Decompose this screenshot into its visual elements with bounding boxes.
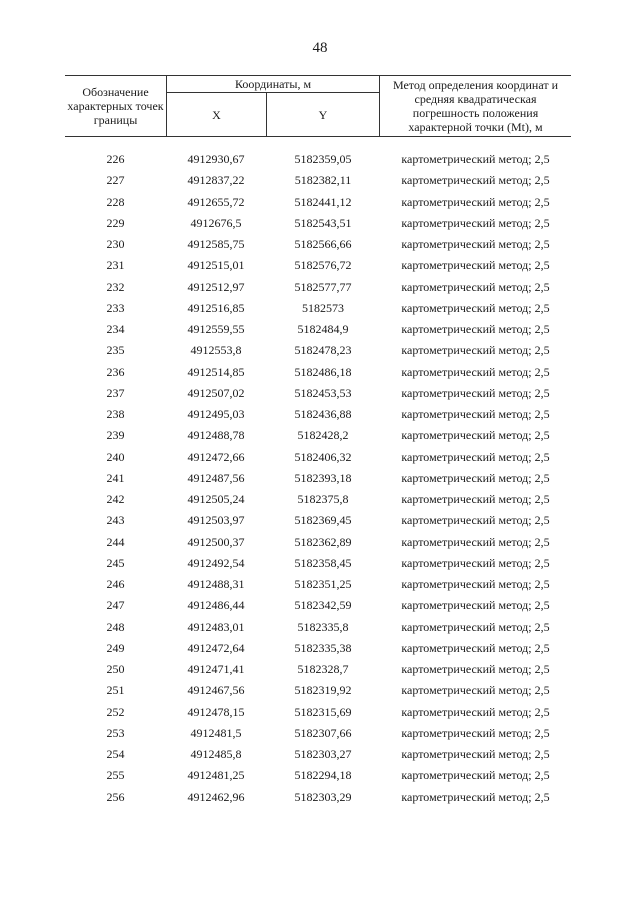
point-number: 237 bbox=[106, 385, 125, 400]
method-value: картометрический метод; 2,5 bbox=[401, 725, 550, 740]
table-row bbox=[65, 319, 571, 340]
method-value: картометрический метод; 2,5 bbox=[401, 640, 550, 655]
y-coordinate: 5182436,88 bbox=[294, 407, 352, 421]
method-value: картометрический метод; 2,5 bbox=[401, 258, 550, 273]
x-coordinate: 4912487,56 bbox=[187, 470, 245, 485]
method-value: картометрический метод; 2,5 bbox=[401, 577, 550, 591]
table-row bbox=[65, 680, 571, 701]
y-coordinate: 5182303,29 bbox=[294, 789, 352, 804]
y-coordinate: 5182478,23 bbox=[294, 343, 352, 358]
y-coordinate: 5182543,51 bbox=[294, 215, 352, 230]
table-row bbox=[65, 170, 571, 191]
x-coordinate: 4912488,31 bbox=[187, 577, 245, 591]
x-coordinate: 4912472,66 bbox=[187, 449, 245, 464]
x-coordinate: 4912655,72 bbox=[187, 194, 245, 209]
x-coordinate: 4912485,8 bbox=[190, 747, 242, 761]
table-row bbox=[65, 553, 571, 574]
y-coordinate: 5182441,12 bbox=[294, 194, 352, 209]
point-number: 248 bbox=[106, 619, 125, 634]
x-coordinate: 4912467,56 bbox=[187, 683, 245, 698]
x-coordinate: 4912486,44 bbox=[187, 598, 245, 613]
method-value: картометрический метод; 2,5 bbox=[401, 619, 550, 634]
method-value: картометрический метод; 2,5 bbox=[401, 385, 550, 400]
table-header bbox=[65, 75, 571, 137]
point-number: 243 bbox=[106, 513, 125, 528]
table-row bbox=[65, 659, 571, 680]
x-coordinate: 4912488,78 bbox=[187, 428, 245, 443]
method-value: картометрический метод; 2,5 bbox=[401, 343, 550, 358]
point-number: 254 bbox=[106, 747, 125, 761]
table-row bbox=[65, 383, 571, 404]
y-coordinate: 5182335,38 bbox=[294, 640, 352, 655]
y-coordinate: 5182303,27 bbox=[294, 747, 352, 761]
method-value: картометрический метод; 2,5 bbox=[401, 237, 550, 251]
x-coordinate: 4912676,5 bbox=[190, 215, 242, 230]
point-number: 247 bbox=[106, 598, 125, 613]
method-value: картометрический метод; 2,5 bbox=[401, 789, 550, 804]
table-row bbox=[65, 765, 571, 786]
point-number: 251 bbox=[106, 683, 125, 698]
table-row bbox=[65, 192, 571, 213]
method-value: картометрический метод; 2,5 bbox=[401, 428, 550, 443]
x-coordinate: 4912481,25 bbox=[187, 768, 245, 783]
table-row bbox=[65, 213, 571, 234]
method-value: картометрический метод; 2,5 bbox=[401, 194, 550, 209]
point-number: 233 bbox=[106, 300, 125, 315]
method-value: картометрический метод; 2,5 bbox=[401, 449, 550, 464]
table-row bbox=[65, 362, 571, 383]
table-row bbox=[65, 255, 571, 276]
header-x: X bbox=[166, 93, 266, 136]
y-coordinate: 5182576,72 bbox=[294, 258, 352, 273]
method-value: картометрический метод; 2,5 bbox=[401, 300, 550, 315]
table-row bbox=[65, 404, 571, 425]
y-coordinate: 5182362,89 bbox=[294, 534, 352, 549]
table-row bbox=[65, 489, 571, 510]
point-number: 226 bbox=[106, 152, 125, 166]
y-coordinate: 5182359,05 bbox=[294, 152, 352, 166]
y-coordinate: 5182573 bbox=[302, 300, 344, 315]
point-number: 228 bbox=[106, 194, 125, 209]
y-coordinate: 5182382,11 bbox=[294, 173, 352, 188]
point-number: 230 bbox=[106, 237, 125, 251]
y-coordinate: 5182428,2 bbox=[297, 428, 349, 443]
point-number: 239 bbox=[106, 428, 125, 443]
method-value: картометрический метод; 2,5 bbox=[401, 173, 550, 188]
header-y: Y bbox=[266, 93, 380, 136]
x-coordinate: 4912930,67 bbox=[187, 152, 245, 166]
x-coordinate: 4912471,41 bbox=[187, 662, 245, 676]
table-row bbox=[65, 510, 571, 531]
point-number: 231 bbox=[106, 258, 125, 273]
x-coordinate: 4912559,55 bbox=[187, 322, 245, 336]
x-coordinate: 4912492,54 bbox=[187, 555, 245, 570]
point-number: 240 bbox=[106, 449, 125, 464]
point-number: 246 bbox=[106, 577, 125, 591]
header-designation: Обозначение характерных точек границы bbox=[67, 85, 164, 127]
method-value: картометрический метод; 2,5 bbox=[401, 534, 550, 549]
x-coordinate: 4912514,85 bbox=[187, 364, 245, 379]
x-coordinate: 4912505,24 bbox=[187, 492, 245, 506]
point-number: 252 bbox=[106, 704, 125, 719]
method-value: картометрический метод; 2,5 bbox=[401, 598, 550, 613]
point-number: 232 bbox=[106, 279, 125, 294]
method-value: картометрический метод; 2,5 bbox=[401, 662, 550, 676]
point-number: 236 bbox=[106, 364, 125, 379]
point-number: 256 bbox=[106, 789, 125, 804]
header-coordinates: Координаты, м bbox=[166, 76, 380, 93]
point-number: 253 bbox=[106, 725, 125, 740]
y-coordinate: 5182566,66 bbox=[294, 237, 352, 251]
method-value: картометрический метод; 2,5 bbox=[401, 322, 550, 336]
page-number: 48 bbox=[312, 40, 328, 56]
table-row bbox=[65, 595, 571, 616]
method-value: картометрический метод; 2,5 bbox=[401, 470, 550, 485]
method-value: картометрический метод; 2,5 bbox=[401, 364, 550, 379]
x-coordinate: 4912553,8 bbox=[190, 343, 242, 358]
y-coordinate: 5182351,25 bbox=[294, 577, 352, 591]
point-number: 245 bbox=[106, 555, 125, 570]
x-coordinate: 4912585,75 bbox=[187, 237, 245, 251]
table-row bbox=[65, 702, 571, 723]
point-number: 234 bbox=[106, 322, 125, 336]
method-value: картометрический метод; 2,5 bbox=[401, 279, 550, 294]
table-row bbox=[65, 277, 571, 298]
point-number: 244 bbox=[106, 534, 125, 549]
table-row bbox=[65, 298, 571, 319]
table-row bbox=[65, 532, 571, 553]
x-coordinate: 4912507,02 bbox=[187, 385, 245, 400]
y-coordinate: 5182294,18 bbox=[294, 768, 352, 783]
table-row bbox=[65, 468, 571, 489]
y-coordinate: 5182393,18 bbox=[294, 470, 352, 485]
y-coordinate: 5182453,53 bbox=[294, 385, 352, 400]
y-coordinate: 5182335,8 bbox=[297, 619, 349, 634]
point-number: 255 bbox=[106, 768, 125, 783]
table-row bbox=[65, 617, 571, 638]
method-value: картометрический метод; 2,5 bbox=[401, 704, 550, 719]
x-coordinate: 4912462,96 bbox=[187, 789, 245, 804]
table-body bbox=[65, 149, 571, 808]
point-number: 235 bbox=[106, 343, 125, 358]
y-coordinate: 5182369,45 bbox=[294, 513, 352, 528]
table-row bbox=[65, 723, 571, 744]
y-coordinate: 5182486,18 bbox=[294, 364, 352, 379]
method-value: картометрический метод; 2,5 bbox=[401, 768, 550, 783]
x-coordinate: 4912512,97 bbox=[187, 279, 245, 294]
x-coordinate: 4912478,15 bbox=[187, 704, 245, 719]
y-coordinate: 5182358,45 bbox=[294, 555, 352, 570]
table-row bbox=[65, 149, 571, 170]
method-value: картометрический метод; 2,5 bbox=[401, 555, 550, 570]
table-row bbox=[65, 574, 571, 595]
x-coordinate: 4912472,64 bbox=[187, 640, 245, 655]
method-value: картометрический метод; 2,5 bbox=[401, 747, 550, 761]
x-coordinate: 4912500,37 bbox=[187, 534, 245, 549]
header-method: Метод определения координат и средняя квадратическая погрешность положения характерной точки (Mt), м bbox=[392, 78, 559, 134]
x-coordinate: 4912515,01 bbox=[187, 258, 245, 273]
y-coordinate: 5182406,32 bbox=[294, 449, 352, 464]
table-row bbox=[65, 638, 571, 659]
method-value: картометрический метод; 2,5 bbox=[401, 683, 550, 698]
x-coordinate: 4912503,97 bbox=[187, 513, 245, 528]
y-coordinate: 5182484,9 bbox=[297, 322, 349, 336]
table-row bbox=[65, 234, 571, 255]
point-number: 229 bbox=[106, 215, 125, 230]
y-coordinate: 5182319,92 bbox=[294, 683, 352, 698]
y-coordinate: 5182328,7 bbox=[297, 662, 349, 676]
y-coordinate: 5182342,59 bbox=[294, 598, 352, 613]
point-number: 238 bbox=[106, 407, 125, 421]
y-coordinate: 5182315,69 bbox=[294, 704, 352, 719]
x-coordinate: 4912495,03 bbox=[187, 407, 245, 421]
x-coordinate: 4912483,01 bbox=[187, 619, 245, 634]
y-coordinate: 5182577,77 bbox=[294, 279, 352, 294]
method-value: картометрический метод; 2,5 bbox=[401, 492, 550, 506]
point-number: 227 bbox=[106, 173, 125, 188]
method-value: картометрический метод; 2,5 bbox=[401, 513, 550, 528]
method-value: картометрический метод; 2,5 bbox=[401, 215, 550, 230]
method-value: картометрический метод; 2,5 bbox=[401, 152, 550, 166]
y-coordinate: 5182375,8 bbox=[297, 492, 349, 506]
point-number: 250 bbox=[106, 662, 125, 676]
y-coordinate: 5182307,66 bbox=[294, 725, 352, 740]
method-value: картометрический метод; 2,5 bbox=[401, 407, 550, 421]
table-row bbox=[65, 744, 571, 765]
x-coordinate: 4912516,85 bbox=[187, 300, 245, 315]
x-coordinate: 4912837,22 bbox=[187, 173, 245, 188]
table-row bbox=[65, 425, 571, 446]
table-row bbox=[65, 340, 571, 361]
point-number: 249 bbox=[106, 640, 125, 655]
x-coordinate: 4912481,5 bbox=[190, 725, 242, 740]
table-row bbox=[65, 787, 571, 808]
table-row bbox=[65, 447, 571, 468]
point-number: 242 bbox=[106, 492, 125, 506]
point-number: 241 bbox=[106, 470, 125, 485]
